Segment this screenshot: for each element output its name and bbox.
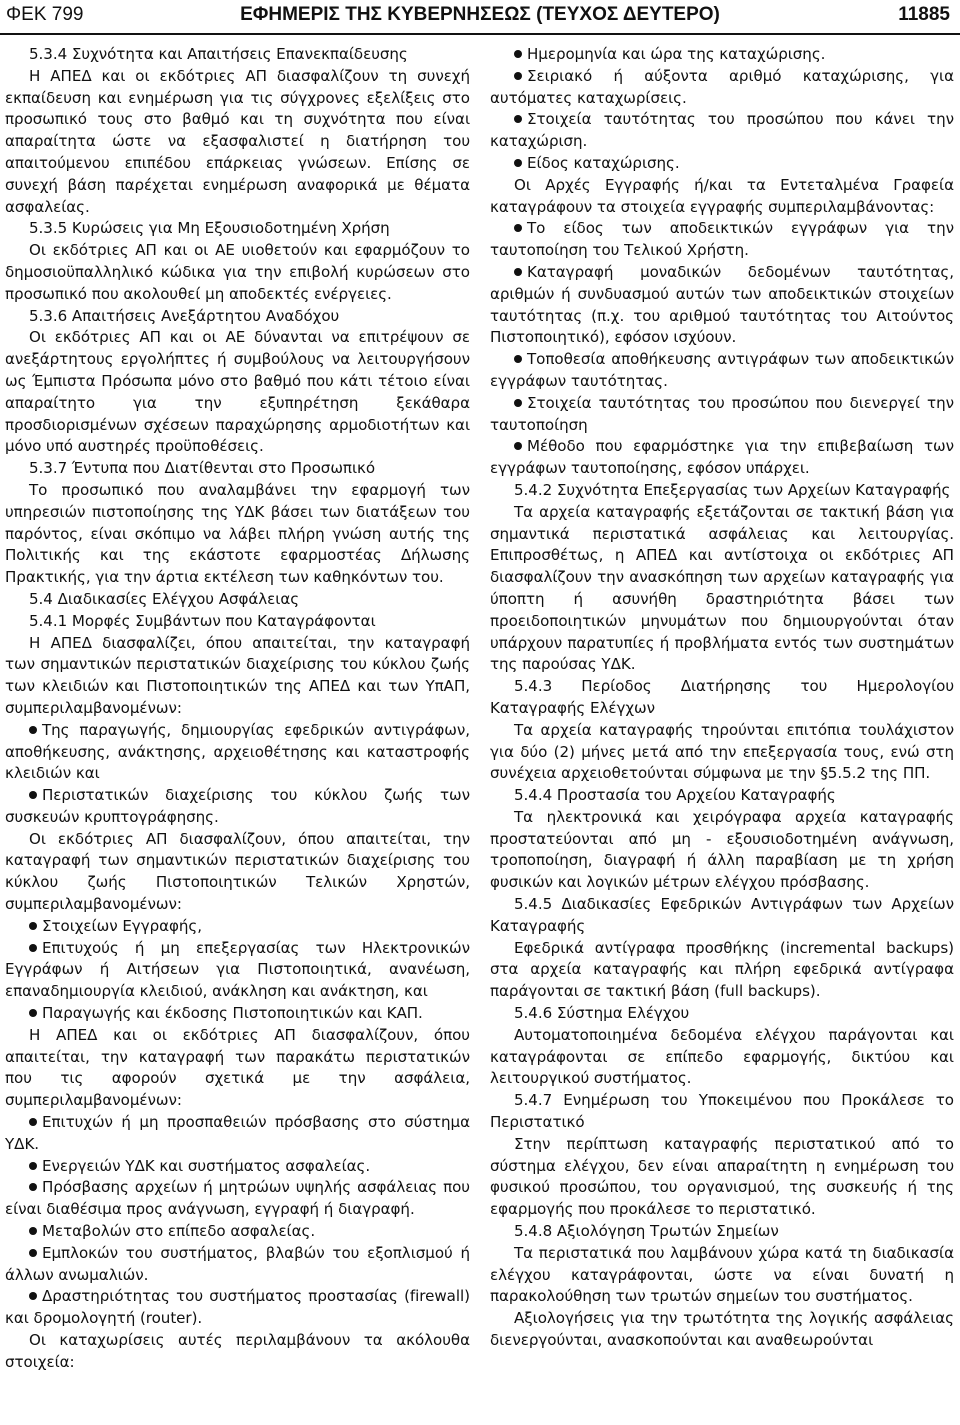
bullet-item [5, 720, 470, 785]
bullet-text: Περιστατικών διαχείρισης του κύκλου ζωής των συσκευών κρυπτογράφησης. [5, 786, 470, 826]
bullet-item [5, 938, 470, 1003]
bullet-text: Της παραγωγής, δημιουργίας εφεδρικών αντιγράφων, αποθήκευσης, ανάκτησης, αρχειοθέτησης και καταστροφής κλειδιών και [5, 720, 470, 783]
bullet-icon [29, 1162, 37, 1170]
bullet-item [5, 1177, 470, 1221]
bullet-icon [29, 1292, 37, 1300]
paragraph: Οι εκδότριες ΑΠ διασφαλίζουν, όπου απαιτείται, την καταγραφή των σημαντικών περιστατικών διαχείρισης του κύκλου ζωής Πιστοποιητικών Τελικών Χρηστών, συμπεριλαμβανομένων: [5, 829, 470, 914]
section-heading: 5.4.8 Αξιολόγηση Τρωτών Σημείων [514, 1222, 779, 1241]
bullet-icon [514, 442, 522, 450]
bullet-text: Παραγωγής και έκδοσης Πιστοποιητικών και ΚΑΠ. [42, 1004, 423, 1023]
bullet-icon [514, 159, 522, 167]
bullet-text: Καταγραφή μοναδικών δεδομένων ταυτότητας, αριθμών ή συνδυασμού αυτών των αποδεικτικών στοιχείων ταυτότητας (π.χ. του αριθμού ταυτότητας του Αιτούντος Πιστοποιητικό), εφόσον ισχύουν. [490, 262, 954, 347]
paragraph: Αξιολογήσεις για την τρωτότητα της λογικής ασφάλειας διενεργούνται, ανασκοπούνται και αναθεωρούνται [490, 1309, 954, 1350]
bullet-icon [514, 268, 522, 276]
paragraph: Το προσωπικό που αναλαμβάνει την εφαρμογή των υπηρεσιών πιστοποίησης της ΥΔΚ βάσει των διατάξεων του παρόντος, είναι σκόπιμο να λάβει πλήρη γνώση αυτής της Πολιτικής και της εκάστοτε εφαρμοστέας Δήλωσης Πρακτικής, για την άρτια εκτέλεση των καθηκόντων του. [5, 480, 470, 587]
bullet-icon [29, 944, 37, 952]
section-heading: 5.4.5 Διαδικασίες Εφεδρικών Αντιγράφων των Αρχείων Καταγραφής [490, 895, 954, 935]
paragraph: Τα περιστατικά που λαμβάνουν χώρα κατά τη διαδικασία ελέγχου καταγράφονται, ώστε να είναι δυνατή η παρακολούθηση των τρωτών σημείων του συστήματος. [490, 1243, 954, 1306]
bullet-text: Σειριακό ή αύξοντα αριθμό καταχώρισης, για αυτόματες καταχωρίσεις. [490, 66, 954, 107]
paragraph: Η ΑΠΕΔ και οι εκδότριες ΑΠ διασφαλίζουν, όπου απαιτείται, την καταγραφή των παρακάτω περιστατικών που τις αφορούν σχετικά με την ασφάλεια, συμπεριλαμβανομένων: [5, 1025, 470, 1110]
page-number: 11885 [898, 4, 950, 25]
bullet-item [490, 436, 954, 480]
bullet-icon [29, 922, 37, 930]
bullet-icon [29, 1009, 37, 1017]
page-header [0, 2, 960, 30]
paragraph: Οι καταχωρίσεις αυτές περιλαμβάνουν τα ακόλουθα στοιχεία: [5, 1331, 470, 1371]
bullet-item [5, 1286, 470, 1330]
section-heading: 5.4.7 Ενημέρωση του Υποκειμένου που Προκάλεσε το Περιστατικό [490, 1091, 954, 1132]
bullet-text: Εμπλοκών του συστήματος, βλαβών του εξοπλισμού ή άλλων ανωμαλιών. [5, 1243, 470, 1284]
bullet-text: Είδος καταχώρισης. [527, 153, 680, 172]
bullet-text: Στοιχεία ταυτότητας του προσώπου που κάνει την καταχώριση. [490, 110, 954, 151]
bullet-item [5, 1112, 470, 1156]
bullet-text: Πρόσβασης αρχείων ή μητρώων υψηλής ασφάλειας που είναι διαθέσιμα προς ανάγνωση, εγγραφή ή διαγραφή. [5, 1178, 470, 1219]
right-column [490, 44, 954, 1352]
bullet-text: Μεταβολών στο επίπεδο ασφαλείας. [42, 1222, 316, 1241]
section-heading: 5.4.4 Προστασία του Αρχείου Καταγραφής [514, 786, 836, 805]
left-column [5, 44, 470, 1374]
section-heading: 5.3.5 Κυρώσεις για Μη Εξουσιοδοτημένη Χρήση [29, 219, 390, 238]
bullet-icon [29, 1249, 37, 1257]
bullet-item [490, 109, 954, 153]
paragraph: Τα αρχεία καταγραφής τηρούνται επιτόπια τουλάχιστον για δύο (2) μήνες μετά από την επεξεργασία τους, ενώ στη συνέχεια αρχειοθετούνται σύμφωνα με την §5.5.2 της ΠΠ. [490, 720, 954, 783]
bullet-icon [514, 50, 522, 58]
paragraph: Τα ηλεκτρονικά και χειρόγραφα αρχεία καταγραφής προστατεύονται από μη - εξουσιοδοτημένη ανάγνωση, τροποποίηση, διαγραφή ή άλλη παραβίαση με τη χρήση φυσικών και λογικών μέτρων ελέγχου πρόσβασης. [490, 807, 954, 892]
bullet-item [5, 1243, 470, 1287]
bullet-text: Στοιχείων Εγγραφής, [42, 916, 202, 935]
paragraph: Αυτοματοποιημένα δεδομένα ελέγχου παράγονται και καταγράφονται σε επίπεδο εφαρμογής, δικτύου και λειτουργικού συστήματος. [490, 1025, 954, 1088]
bullet-item [490, 349, 954, 393]
gazette-title: ΕΦΗΜΕΡΙΣ ΤΗΣ ΚΥΒΕΡΝΗΣΕΩΣ (ΤΕΥΧΟΣ ΔΕΥΤΕΡΟ) [240, 4, 720, 25]
section-heading: 5.3.6 Απαιτήσεις Ανεξάρτητου Αναδόχου [29, 306, 340, 325]
bullet-icon [514, 355, 522, 363]
paragraph: Τα αρχεία καταγραφής εξετάζονται σε τακτική βάση για σημαντικά περιστατικά ασφάλειας και λειτουργίας. Επιπροσθέτως, η ΑΠΕΔ και αντίστοιχα οι εκδότριες ΑΠ διασφαλίζουν την ανασκόπηση των αρχείων καταγραφής για ύποπτη ή ασυνήθη δραστηριότητα βάσει των προειδοποιητικών μηνυμάτων που δημιουργούνται όταν υπάρχουν παρατυπίες ή προβλήματα εντός των συστημάτων της παρούσας ΥΔΚ. [490, 502, 954, 674]
bullet-icon [29, 726, 37, 734]
bullet-text: Μέθοδο που εφαρμόστηκε για την επιβεβαίωση των εγγράφων ταυτοποίησης, εφόσον υπάρχει. [490, 437, 954, 478]
bullet-item [5, 1221, 470, 1243]
issue-number: ΦΕΚ 799 [6, 4, 84, 25]
section-heading: 5.3.7 Έντυπα που Διατίθενται στο Προσωπικό [29, 459, 376, 478]
paragraph: Η ΑΠΕΔ διασφαλίζει, όπου απαιτείται, την καταγραφή των σημαντικών περιστατικών διαχείρισης του κύκλου ζωής των κλειδιών και Πιστοποιητικών της ΑΠΕΔ και των ΥπΑΠ, συμπεριλαμβανομένων: [5, 633, 470, 717]
section-heading: 5.4.1 Μορφές Συμβάντων που Καταγράφονται [29, 611, 376, 630]
bullet-icon [29, 1183, 37, 1191]
bullet-text: Τοποθεσία αποθήκευσης αντιγράφων των αποδεικτικών εγγράφων ταυτότητας. [490, 350, 954, 390]
bullet-item [5, 1156, 470, 1178]
bullet-text: Ημερομηνία και ώρα της καταχώρισης. [527, 45, 826, 63]
bullet-item [490, 153, 954, 175]
paragraph: Εφεδρικά αντίγραφα προσθήκης (incremental backups) στα αρχεία καταγραφής και πλήρη εφεδρικά αντίγραφα παράγονται σε τακτική βάση (full backups). [490, 938, 954, 1001]
section-heading: 5.3.4 Συχνότητα και Απαιτήσεις Επανεκπαίδευσης [29, 45, 408, 63]
bullet-icon [514, 224, 522, 232]
paragraph: Οι εκδότριες ΑΠ και οι ΑΕ υιοθετούν και εφαρμόζουν το δημοσιοϋπαλληλικό κώδικα για την επιβολή κυρώσεων στο προσωπικό που ακολουθεί μη αποδεκτές ενέργειες. [5, 241, 470, 303]
bullet-text: Στοιχεία ταυτότητας του προσώπου που διενεργεί την ταυτοποίηση [490, 393, 954, 434]
section-heading: 5.4.2 Συχνότητα Επεξεργασίας των Αρχείων Καταγραφής [514, 480, 951, 499]
header-rule [0, 33, 960, 35]
section-heading: 5.4.6 Σύστημα Ελέγχου [514, 1004, 690, 1023]
bullet-item [490, 393, 954, 437]
bullet-item [5, 1003, 470, 1025]
section-heading: 5.4 Διαδικασίες Ελέγχου Ασφάλειας [29, 589, 300, 608]
paragraph: Οι Αρχές Εγγραφής ή/και τα Εντεταλμένα Γραφεία καταγράφουν τα στοιχεία εγγραφής συμπεριλαμβάνοντας: [490, 175, 954, 216]
bullet-text: Επιτυχών ή μη προσπαθειών πρόσβασης στο σύστημα ΥΔΚ. [5, 1113, 470, 1153]
section-heading: 5.4.3 Περίοδος Διατήρησης του Ημερολογίου Καταγραφής Ελέγχων [490, 677, 954, 717]
bullet-icon [514, 115, 522, 123]
bullet-icon [514, 399, 522, 407]
bullet-item [490, 44, 954, 66]
paragraph: Οι εκδότριες ΑΠ και οι ΑΕ δύνανται να επιτρέψουν σε ανεξάρτητους εργολήπτες ή συμβούλους να λειτουργήσουν ως Έμπιστα Πρόσωπα μόνο στο βαθμό που κάτι τέτοιο είναι απαραίτητο για την εξυπηρέτηση ξεκάθαρα προσδιορισμένων σχέσεων παραχώρησης αρμοδιοτήτων και μόνο υπό αυστηρές προϋποθέσεις. [5, 328, 470, 456]
bullet-icon [29, 791, 37, 799]
bullet-text: Ενεργειών ΥΔΚ και συστήματος ασφαλείας. [42, 1156, 371, 1175]
bullet-icon [29, 1227, 37, 1235]
bullet-text: Δραστηριότητας του συστήματος προστασίας (firewall) και δρομολογητή (router). [5, 1287, 470, 1328]
bullet-icon [29, 1118, 37, 1126]
bullet-item [5, 916, 470, 938]
bullet-text: Επιτυχούς ή μη επεξεργασίας των Ηλεκτρονικών Εγγράφων ή Αιτήσεων για Πιστοποιητικά, ανανέωση, επαναδημιουργία κλειδιού, ανάκληση και ανάκτηση, και [5, 938, 470, 1001]
paragraph: Στην περίπτωση καταγραφής περιστατικού από το σύστημα ελέγχου, δεν είναι απαραίτητη η ενημέρωση του φυσικού προσώπου, του οργανισμού, της συσκευής ή της εφαρμογής που προκάλεσε το περιστατικό. [490, 1134, 954, 1219]
bullet-item [490, 218, 954, 262]
bullet-item [5, 785, 470, 829]
paragraph: Η ΑΠΕΔ και οι εκδότριες ΑΠ διασφαλίζουν τη συνεχή εκπαίδευση και ενημέρωση για τις σύγχρονες εξελίξεις στο προσωπικό τους στο βαθμό και τη συχνότητα που είναι απαραίτητα ώστε να εξασφαλιστεί η διατήρηση του απαιτούμενου επιπέδου επάρκειας γνώσεων. Επίσης σε συνεχή βάση παρέχεται ενημέρωση αναφορικά με θέματα ασφαλείας. [5, 66, 470, 216]
bullet-item [490, 262, 954, 349]
bullet-text: Το είδος των αποδεικτικών εγγράφων για την ταυτοποίηση του Τελικού Χρήστη. [490, 219, 954, 260]
bullet-icon [514, 72, 522, 80]
bullet-item [490, 66, 954, 110]
